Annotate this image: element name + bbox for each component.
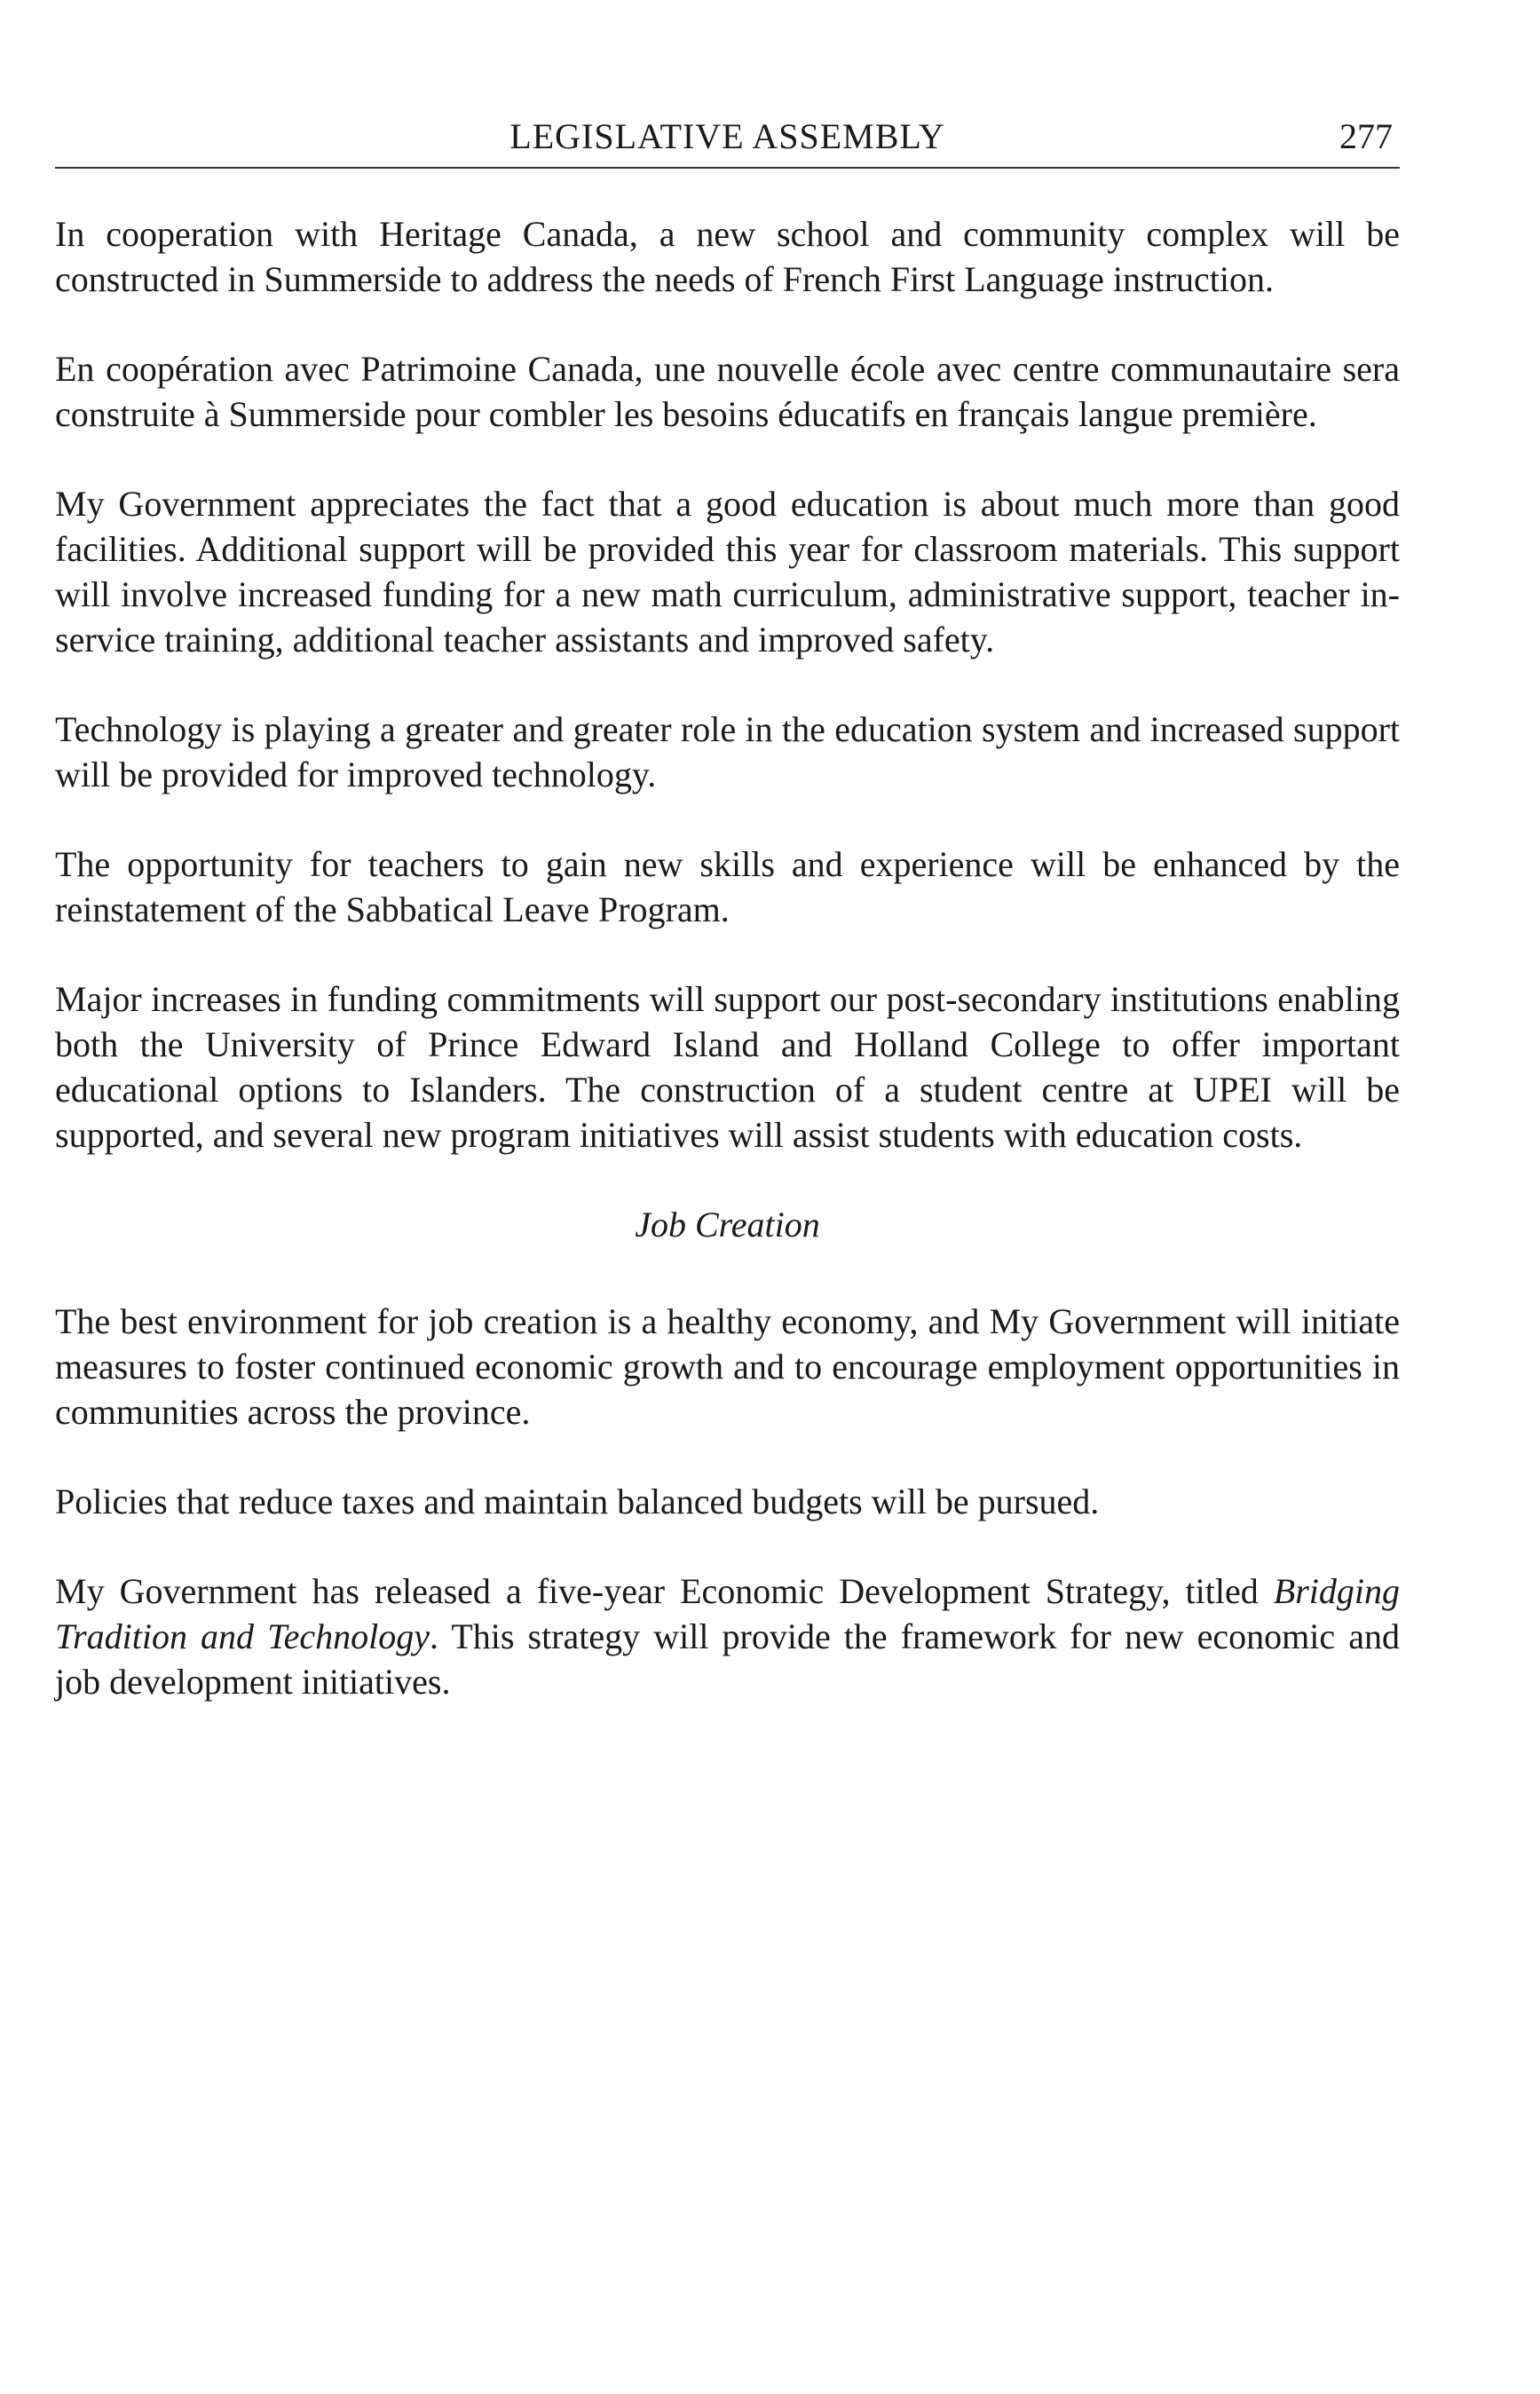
- paragraph-post-secondary: Major increases in funding commitments will support our post-secondary institutions enabling both the University of Prince Edward Island and Holland College to offer important educational options to Islanders. The construction of a student centre at UPEI will be supported, and several new program initiatives will assist students with education costs.: [55, 979, 1400, 1155]
- paragraph-technology: Technology is playing a greater and greater role in the education system and increased support will be provided for improved technology.: [55, 709, 1400, 794]
- strategy-text-before: My Government has released a five-year Economic Development Strategy, titled: [55, 1571, 1274, 1611]
- strategy-text-after: . This strategy will provide the framework for new economic and job development initiatives.: [55, 1616, 1400, 1702]
- paragraph-taxes-budgets: Policies that reduce taxes and maintain balanced budgets will be pursued.: [55, 1481, 1100, 1521]
- section-heading-job-creation: Job Creation: [635, 1205, 820, 1244]
- paragraph-education-support: My Government appreciates the fact that a good education is about much more than good facilities. Additional support will be provided this year for classroom materials. This support will involve increased funding for a new math curriculum, administrative support, teacher in-service training, additional teacher assistants and improved safety.: [55, 484, 1400, 660]
- paragraph-heritage-canada: In cooperation with Heritage Canada, a new school and community complex will be constructed in Summerside to address the needs of French First Language instruction.: [55, 214, 1400, 299]
- page-number: 277: [1339, 116, 1393, 156]
- strategy-title: Bridging Tradition and Technology: [55, 1571, 1400, 1656]
- paragraph-economic-strategy: [55, 1568, 1400, 1704]
- header-title: LEGISLATIVE ASSEMBLY: [509, 116, 945, 156]
- body-text: [55, 211, 1400, 1749]
- paragraph-patrimoine-canada: En coopération avec Patrimoine Canada, une nouvelle école avec centre communautaire sera construite à Summerside pour combler les besoins éducatifs en français langue première.: [55, 349, 1400, 434]
- paragraph-sabbatical-leave: The opportunity for teachers to gain new skills and experience will be enhanced by the reinstatement of the Sabbatical Leave Program.: [55, 844, 1400, 929]
- running-header: [55, 114, 1400, 169]
- paragraph-job-environment: The best environment for job creation is a healthy economy, and My Government will initiate measures to foster continued economic growth and to encourage employment opportunities in communities across the province.: [55, 1301, 1400, 1432]
